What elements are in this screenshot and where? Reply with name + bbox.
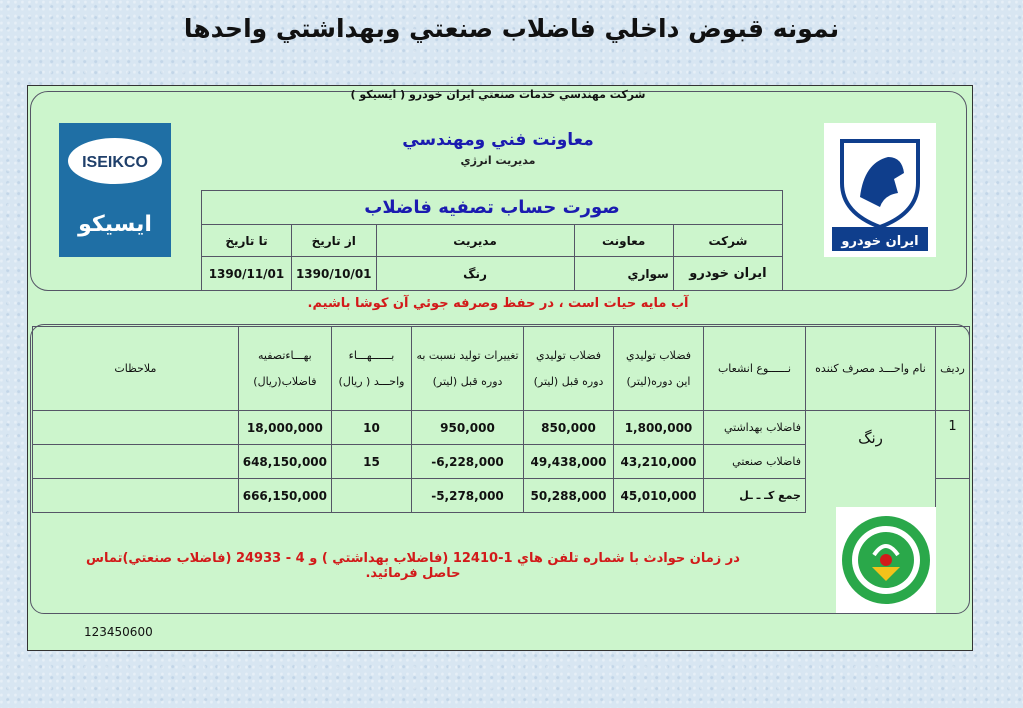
treatment-cost-cell: 648,150,000 <box>238 445 331 479</box>
total-remarks <box>33 479 239 513</box>
statement-title: صورت حساب تصفيه فاضلاب <box>202 191 783 225</box>
hdr-row: رديف <box>936 327 970 411</box>
hdr-change: تغييرات توليد نسبت به دوره قبل (ليتر) <box>412 327 524 411</box>
previous-output-cell: 49,438,000 <box>524 445 614 479</box>
office-name: مديريت انرژي <box>460 154 536 167</box>
total-current-output: 45,010,000 <box>614 479 704 513</box>
document-number: 123450600 <box>84 625 153 639</box>
hdr-previous-output: فضلاب توليدي دوره قبل (ليتر) <box>524 327 614 411</box>
previous-output-cell: 850,000 <box>524 411 614 445</box>
ikco-logo <box>824 123 936 257</box>
iseikco-logo-farsi: ايسيكو <box>78 212 152 237</box>
remarks-cell <box>33 411 239 445</box>
statement-info-table <box>201 190 783 291</box>
val-deputy: سواري <box>574 257 673 291</box>
hdr-treatment-cost: بهـــاءتصفيه فاضلاب(ريال) <box>238 327 331 411</box>
total-label: جمع كـ ـ ـل <box>704 479 806 513</box>
iseikco-logo <box>59 123 171 257</box>
current-output-cell: 43,210,000 <box>614 445 704 479</box>
hdr-consumer: نام واحـــد مصرف كننده <box>806 327 936 411</box>
department-name: معاونت فني ومهندسي <box>402 130 594 150</box>
remarks-cell <box>33 445 239 479</box>
val-management: رنگ <box>376 257 574 291</box>
iseikco-logo-text: ISEIKCO <box>82 154 148 171</box>
page-title: نمونه قبوض داخلي فاضلاب صنعتي وبهداشتي واحدها <box>183 14 840 43</box>
hdr-unit-price: بــــــهـــاء واحـــد ( ريال) <box>332 327 412 411</box>
col-to-date: تا تاريخ <box>202 225 292 257</box>
receipt-sheet <box>27 85 973 651</box>
hdr-current-output: فضلاب توليدي اين دوره(ليتر) <box>614 327 704 411</box>
val-from-date: 1390/10/01 <box>291 257 376 291</box>
emergency-note: در زمان حوادث با شماره تلفن هاي 1-12410 (فاضلاب بهداشتي ) و 4 - 24933 (فاضلاب صنعتي)تماس حاصل فرمائيد. <box>86 551 740 581</box>
col-deputy: معاونت <box>574 225 673 257</box>
unit-price-cell: 15 <box>332 445 412 479</box>
treatment-cost-cell: 18,000,000 <box>238 411 331 445</box>
total-unit-price <box>332 479 412 513</box>
branch-type-cell: فاضلاب بهداشتي <box>704 411 806 445</box>
total-previous-output: 50,288,000 <box>524 479 614 513</box>
col-company: شركت <box>673 225 782 257</box>
unit-name: رنگ <box>806 411 936 513</box>
total-treatment-cost: 666,150,000 <box>238 479 331 513</box>
row-number: 1 <box>936 411 970 479</box>
ikco-logo-text: ايران خودرو <box>841 234 919 249</box>
hdr-branch-type: نــــــوع انشعاب <box>704 327 806 411</box>
total-change: 5,278,000- <box>412 479 524 513</box>
table-row <box>33 411 970 445</box>
change-cell: 950,000 <box>412 411 524 445</box>
col-from-date: از تاريخ <box>291 225 376 257</box>
wastewater-table <box>32 326 970 513</box>
hdr-remarks: ملاحظات <box>33 327 239 411</box>
environment-logo <box>836 507 936 613</box>
unit-price-cell: 10 <box>332 411 412 445</box>
col-management: مديريت <box>376 225 574 257</box>
val-to-date: 1390/11/01 <box>202 257 292 291</box>
current-output-cell: 1,800,000 <box>614 411 704 445</box>
water-slogan: آب مايه حيات است ، در حفظ وصرفه جوئي آن كوشا باشيم. <box>307 296 689 311</box>
company-name: شركت مهندسي خدمات صنعتي ايران خودرو ( ايسيكو ) <box>350 88 646 101</box>
change-cell: 6,228,000- <box>412 445 524 479</box>
val-company: ايران خودرو <box>673 257 782 291</box>
branch-type-cell: فاضلاب صنعتي <box>704 445 806 479</box>
